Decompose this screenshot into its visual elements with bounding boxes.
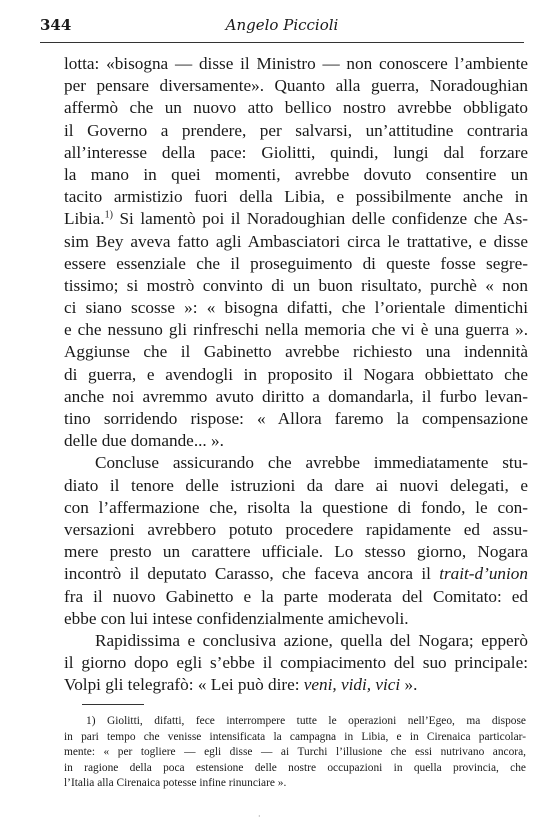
italic-phrase: trait-d’union [439,564,528,584]
text-line: affermò che un nuovo atto bellico nostro avrebbe obbligato [64,98,528,118]
text-line: ci siano scosse »: « bisogna difatti, che l’orientale dimentichi [64,298,528,318]
text-line: e che nessuno gli rinfreschi nella memoria che vi è una guerra ». [64,320,528,340]
page-number: 344 [40,16,72,34]
running-head: Angelo Piccioli [225,16,339,34]
footnote-line: in ragione della poca estensione delle nostre occupazioni in quella provincia, che [64,761,526,774]
text-segment: Libia. [64,209,105,229]
header-rule [40,42,524,43]
footnote-line: l’Italia alla Cirenaica potesse infine rinunciare ». [64,777,287,790]
text-line: essere essenziale che il proseguimento di queste fosse segre- [64,253,528,273]
footnote-line: 1) Giolitti, difatti, fece interrompere tutte le operazioni nell’Egeo, ma dispose [86,715,526,727]
text-line: di guerra, e avendogli in proposito il Nogara obbiettato che [64,364,528,384]
text-line: diato il tenore delle istruzioni da dare ai nuovi delegati, e [64,475,528,495]
text-segment: Volpi gli telegrafò: « Lei può dire: [64,675,304,695]
text-line: il giorno dopo egli s’ebbe il compiacimento del suo principale: [64,653,528,673]
text-line: tissimo; si mostrò convinto di un buon risultato, purchè « non [64,275,528,295]
text-line: all’interesse della pace: Giolitti, quindi, lungi dal forzare [64,142,528,162]
text-line: Rapidissima e conclusiva azione, quella del Nogara; epperò [95,630,528,650]
footnote-line: in pari tempo che venisse intensificata la campagna in Libia, e in Cirenaica particolar- [64,730,526,743]
text-line: tacito armistizio fuori della Libia, e possibilmente anche in [64,187,528,207]
italic-phrase: veni, vidi, vici [303,675,401,695]
text-segment: Si lamentò poi il Noradoughian delle confidenze che As- [112,209,528,229]
text-line: la mano in quei momenti, avrebbe dovuto consentire un [64,164,528,184]
footnote-reference: 1) [104,209,113,221]
body-text [64,53,528,696]
text-line: mere presto un carattere ufficiale. Lo stesso giorno, Nogara [64,542,528,562]
text-line: delle due domande... ». [64,431,224,451]
text-segment: incontrò il deputato Carasso, che faceva ancora il [64,564,440,584]
text-segment: ». [400,675,418,695]
text-line: versazioni avrebbero potuto procedere rapidamente ed assu- [64,519,528,539]
bottom-mark: · [258,812,261,821]
text-line: per pensare diversamente». Quanto alla guerra, Noradoughian [64,76,528,96]
text-line: con l’affermazione che, risolta la questione di fondo, le con- [64,497,528,517]
footnotes [64,714,526,792]
footnote-line: mente: « per togliere — egli disse — ai Turchi l’illusione che essi nutrivano ancora, [64,746,526,759]
text-line: fra il nuovo Gabinetto e la parte moderata del Comitato: ed [64,586,528,606]
text-line: Aggiunse che il Gabinetto avrebbe richiesto una indennità [64,342,528,362]
footnote-rule [82,704,144,705]
text-line: Concluse assicurando che avrebbe immediatamente stu- [95,453,528,473]
text-line: il Governo a prendere, per salvarsi, un’attitudine contraria [64,120,528,140]
page-header [40,16,524,42]
text-line [64,563,528,585]
text-line: tino sorridendo rispose: « Allora faremo la compensazione [64,409,528,428]
text-line: lotta: «bisogna — disse il Ministro — non conoscere l’ambiente [64,54,528,73]
text-line: ebbe con lui intese confidenzialmente amichevoli. [64,608,409,628]
text-line: anche noi avremmo avuto diritto a domandarla, il furbo levan- [64,386,528,406]
text-line: sim Bey aveva fatto agli Ambasciatori circa le trattative, e disse [64,231,528,251]
text-line [64,208,528,230]
text-line [64,674,528,696]
